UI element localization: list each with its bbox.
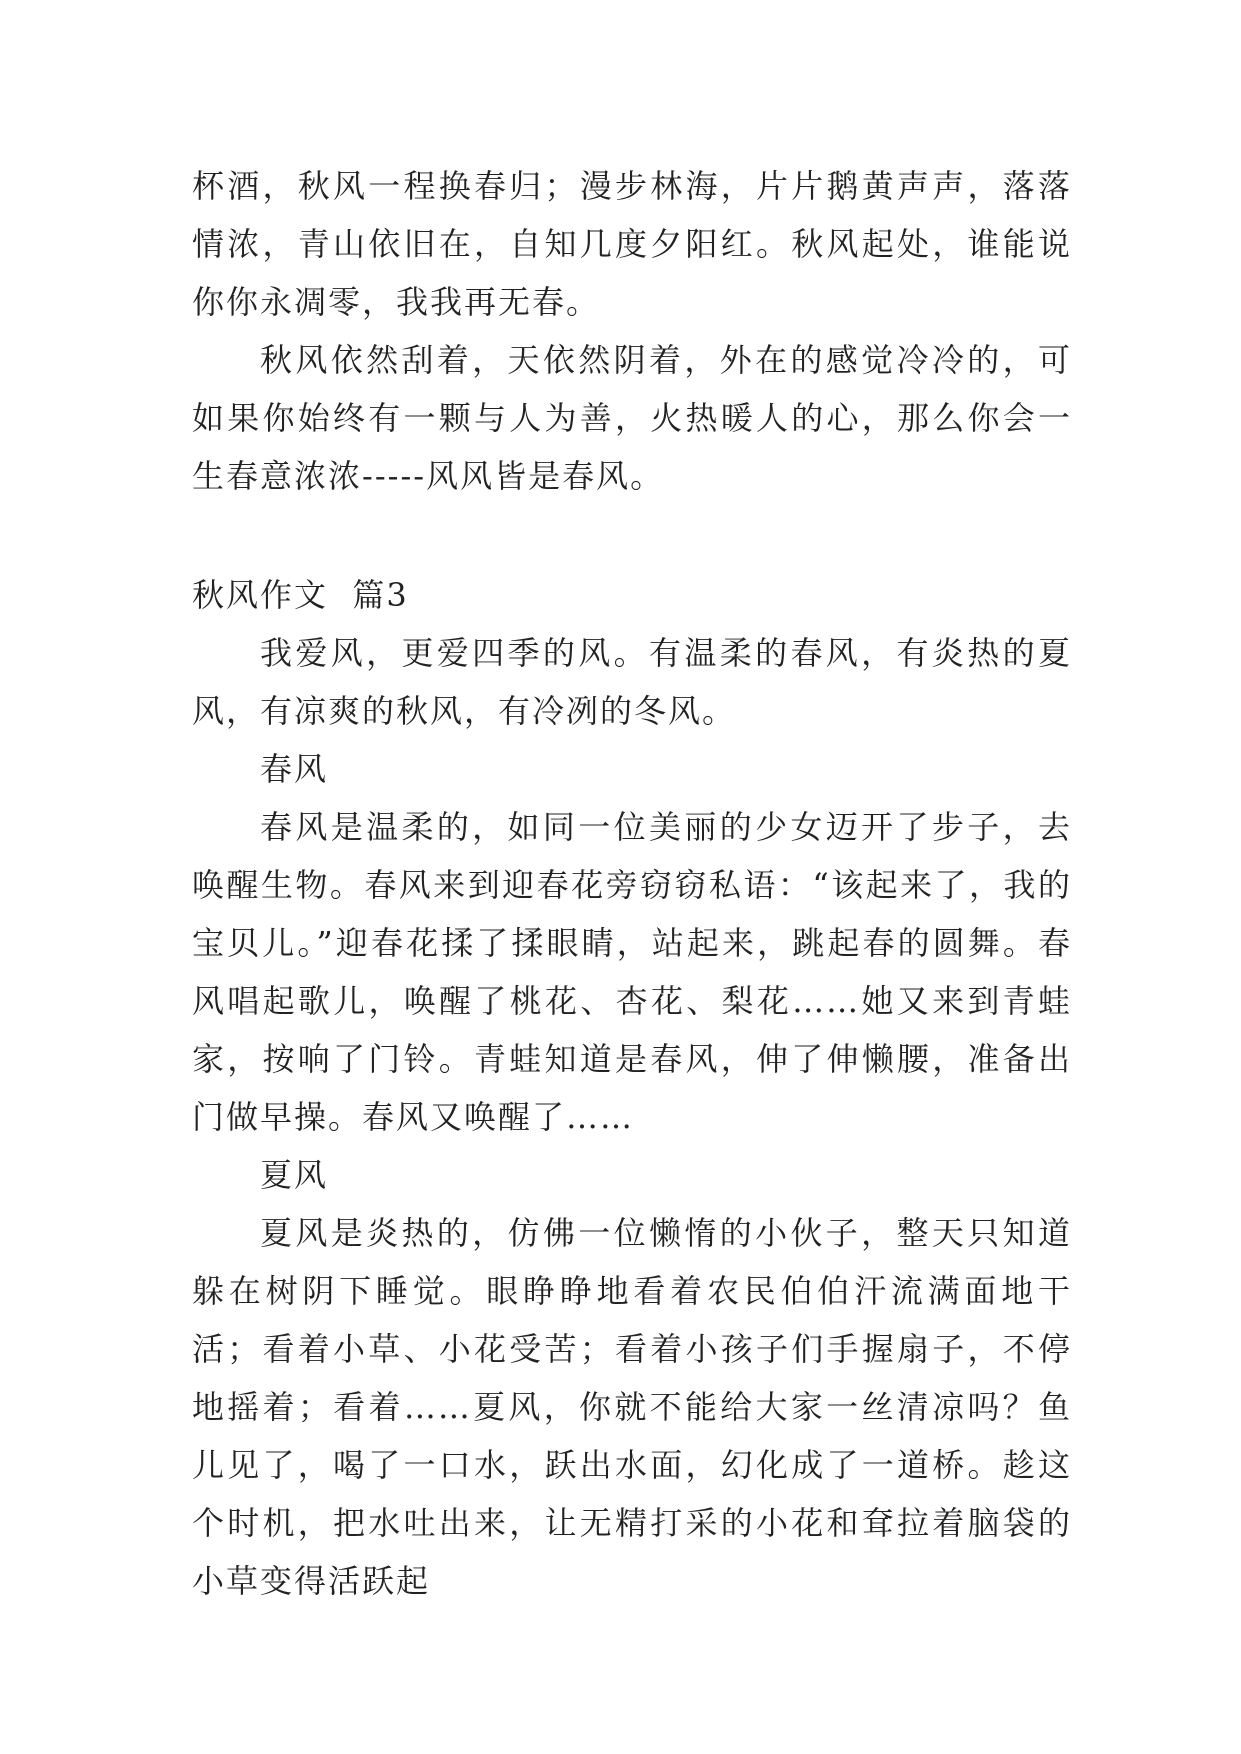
- paragraph-spring: 春风是温柔的，如同一位美丽的少女迈开了步子，去唤醒生物。春风来到迎春花旁窃窃私语：“该起来了，我的宝贝儿。”迎春花揉了揉眼睛，站起来，跳起春的圆舞。春风唱起歌儿，唤醒了桃花、杏花、梨花……她又来到青蛙家，按响了门铃。青蛙知道是春风，伸了伸懒腰，准备出门做早操。春风又唤醒了……: [192, 808, 1072, 1136]
- continued-text-block: [192, 157, 1072, 505]
- section-heading: 秋风作文 篇3: [192, 576, 409, 614]
- subheading-spring: 春风: [260, 750, 329, 788]
- paragraph-autumn-wind: 秋风依然刮着，天依然阴着，外在的感觉冷冷的，可如果你始终有一颗与人为善，火热暖人的心，那么你会一生春意浓浓-----风风皆是春风。: [192, 341, 1072, 495]
- paragraph-intro: 我爱风，更爱四季的风。有温柔的春风，有炎热的夏风，有凉爽的秋风，有冷冽的冬风。: [192, 634, 1072, 730]
- subheading-summer: 夏风: [260, 1156, 329, 1194]
- paragraph-summer: 夏风是炎热的，仿佛一位懒惰的小伙子，整天只知道躲在树阴下睡觉。眼睁睁地看着农民伯伯汗流满面地干活；看着小草、小花受苦；看着小孩子们手握扇子，不停地摇着；看着……夏风，你就不能给大家一丝清凉吗？鱼儿见了，喝了一口水，跃出水面，幻化成了一道桥。趁这个时机，把水吐出来，让无精打采的小花和耷拉着脑袋的小草变得活跃起: [192, 1214, 1072, 1600]
- essay-section-3: [192, 566, 1072, 1610]
- paragraph-continued: 杯酒，秋风一程换春归；漫步林海，片片鹅黄声声，落落情浓，青山依旧在，自知几度夕阳红。秋风起处，谁能说你你永凋零，我我再无春。: [192, 167, 1072, 321]
